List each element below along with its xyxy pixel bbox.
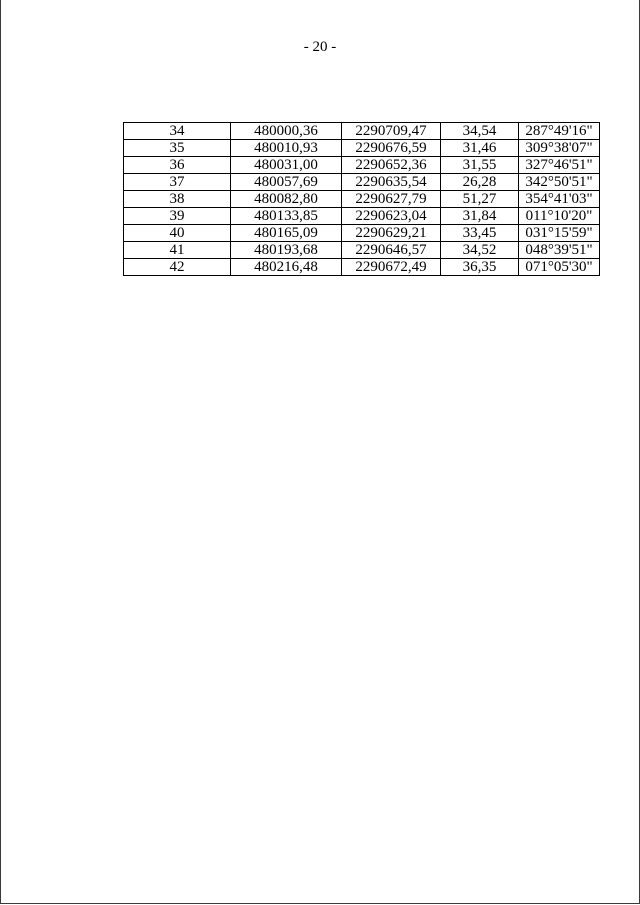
distance-cell: 51,27 [441, 191, 519, 208]
distance-cell: 26,28 [441, 174, 519, 191]
y-coordinate-cell: 2290709,47 [342, 123, 441, 140]
y-coordinate-cell: 2290646,57 [342, 242, 441, 259]
angle-cell: 287°49'16" [519, 123, 600, 140]
angle-cell: 327°46'51" [519, 157, 600, 174]
x-coordinate-cell: 480193,68 [231, 242, 342, 259]
angle-cell: 071°05'30" [519, 259, 600, 276]
table-row [124, 242, 600, 259]
x-coordinate-cell: 480216,48 [231, 259, 342, 276]
angle-cell: 354°41'03" [519, 191, 600, 208]
table-row [124, 174, 600, 191]
coordinates-table [123, 122, 600, 276]
angle-cell: 342°50'51" [519, 174, 600, 191]
point-cell: 40 [124, 225, 231, 242]
table-row [124, 225, 600, 242]
distance-cell: 33,45 [441, 225, 519, 242]
point-cell: 37 [124, 174, 231, 191]
point-cell: 39 [124, 208, 231, 225]
distance-cell: 36,35 [441, 259, 519, 276]
y-coordinate-cell: 2290652,36 [342, 157, 441, 174]
distance-cell: 31,46 [441, 140, 519, 157]
x-coordinate-cell: 480082,80 [231, 191, 342, 208]
x-coordinate-cell: 480165,09 [231, 225, 342, 242]
table-row [124, 208, 600, 225]
y-coordinate-cell: 2290629,21 [342, 225, 441, 242]
distance-cell: 31,84 [441, 208, 519, 225]
point-cell: 36 [124, 157, 231, 174]
point-cell: 34 [124, 123, 231, 140]
distance-cell: 31,55 [441, 157, 519, 174]
y-coordinate-cell: 2290676,59 [342, 140, 441, 157]
angle-cell: 309°38'07" [519, 140, 600, 157]
x-coordinate-cell: 480031,00 [231, 157, 342, 174]
table-row [124, 259, 600, 276]
point-cell: 35 [124, 140, 231, 157]
point-cell: 38 [124, 191, 231, 208]
x-coordinate-cell: 480010,93 [231, 140, 342, 157]
table-row [124, 191, 600, 208]
angle-cell: 048°39'51" [519, 242, 600, 259]
angle-cell: 031°15'59" [519, 225, 600, 242]
table-row [124, 123, 600, 140]
distance-cell: 34,54 [441, 123, 519, 140]
page-number: - 20 - [303, 39, 337, 55]
point-cell: 42 [124, 259, 231, 276]
x-coordinate-cell: 480000,36 [231, 123, 342, 140]
y-coordinate-cell: 2290635,54 [342, 174, 441, 191]
angle-cell: 011°10'20" [519, 208, 600, 225]
table-row [124, 140, 600, 157]
distance-cell: 34,52 [441, 242, 519, 259]
x-coordinate-cell: 480057,69 [231, 174, 342, 191]
y-coordinate-cell: 2290627,79 [342, 191, 441, 208]
x-coordinate-cell: 480133,85 [231, 208, 342, 225]
point-cell: 41 [124, 242, 231, 259]
y-coordinate-cell: 2290623,04 [342, 208, 441, 225]
table-row [124, 157, 600, 174]
y-coordinate-cell: 2290672,49 [342, 259, 441, 276]
